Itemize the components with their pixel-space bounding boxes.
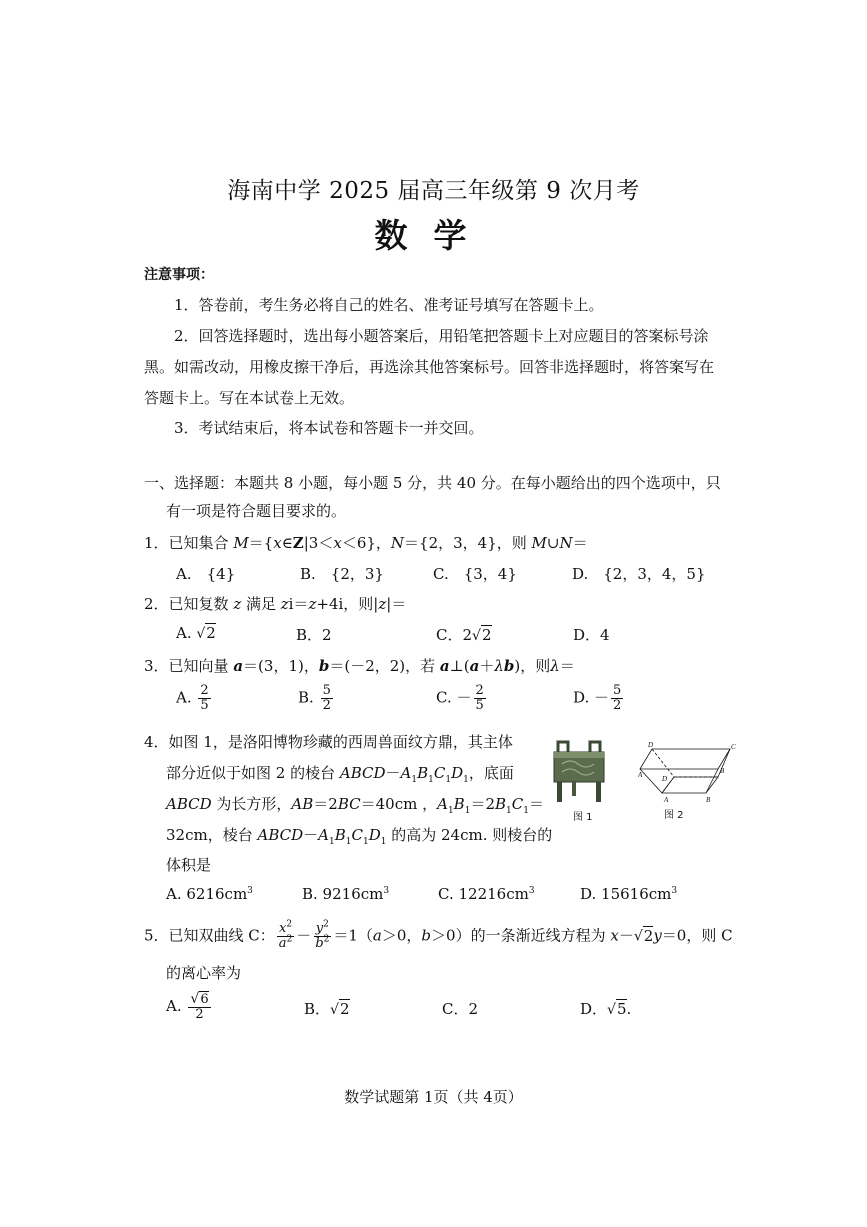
q4-option-a[interactable]: A. $6216cm^3$ <box>166 885 253 903</box>
q2-option-a[interactable]: A. √2 <box>176 624 216 642</box>
q4-option-d[interactable]: D. $15616cm^3$ <box>580 885 678 903</box>
question-4-line5: 体积是 <box>166 856 212 874</box>
q5-option-c[interactable]: C．2 <box>442 1000 479 1018</box>
q3-option-a[interactable]: A. $\frac{2}{5}$ <box>176 683 209 713</box>
q5-option-b[interactable]: B．√2 <box>304 1000 350 1018</box>
notes-heading: 注意事项： <box>144 267 214 283</box>
q3-option-c[interactable]: C. － $\frac{2}{5}$ <box>436 683 484 713</box>
q1-option-d[interactable]: D. {2，3，4，5} <box>572 565 706 583</box>
q5-option-a[interactable]: A. $\frac{√6}{2}$ <box>166 991 209 1022</box>
question-1: 1．已知集合 M＝{x∈Z|3＜x＜6}，N＝{2，3，4}，则 M∪N＝ <box>144 534 588 552</box>
q1-option-b[interactable]: B. {2，3} <box>300 565 384 583</box>
q1-option-c[interactable]: C. {3，4} <box>433 565 517 583</box>
question-2: 2．已知复数 z 满足 zi＝z+4i，则|z|＝ <box>144 595 407 613</box>
note-item-2: 2．回答选择题时，选出每小题答案后，用铅笔把答题卡上对应题目的答案标号涂 <box>174 327 709 345</box>
question-4-line3: ABCD 为长方形，AB＝2BC＝40cm ，$A_1B_1=2B_1C_1=$ <box>166 795 544 816</box>
svg-text:D: D <box>648 741 654 749</box>
q4-option-b[interactable]: B. $9216cm^3$ <box>302 885 390 903</box>
q5-option-d[interactable]: D．√5. <box>580 1000 632 1018</box>
question-5-line2: 的离心率为 <box>166 964 242 982</box>
q4-option-c[interactable]: C. $12216cm^3$ <box>438 885 535 903</box>
svg-text:D: D <box>662 775 668 783</box>
q2-option-b[interactable]: B．2 <box>296 626 332 644</box>
section-heading: 一、选择题：本题共 8 小题，每小题 5 分，共 40 分。在每小题给出的四个选项中，只 <box>144 474 721 492</box>
note-item-2-cont2: 答题卡上。写在本试卷上无效。 <box>144 389 355 407</box>
q2-option-c[interactable]: C．2√2 <box>436 626 492 644</box>
svg-text:A: A <box>638 771 643 779</box>
svg-text:B: B <box>720 767 725 775</box>
section-heading-cont: 有一项是符合题目要求的。 <box>166 502 347 520</box>
svg-text:C: C <box>731 743 736 751</box>
svg-text:A: A <box>664 796 669 803</box>
page-footer: 数学试题第 1页（共 4页） <box>344 1088 523 1106</box>
question-4: 4．如图 1，是洛阳博物珍藏的西周兽面纹方鼎，其主体 <box>144 733 513 751</box>
q3-option-b[interactable]: B. $\frac{5}{2}$ <box>298 683 331 713</box>
note-item-2-cont: 黑。如需改动，用橡皮擦干净后，再选涂其他答案标号。回答非选择题时，将答案写在 <box>144 358 715 376</box>
question-4-line2: 部分近似于如图 2 的棱台 $ABCD-A_1B_1C_1D_1$，底面 <box>166 764 514 785</box>
frustum-figure <box>638 741 738 803</box>
exam-title: 海南中学 2025 届高三年级第 9 次月考 <box>227 178 640 204</box>
note-item-3: 3．考试结束后，将本试卷和答题卡一并交回。 <box>174 419 484 437</box>
subject-title: 数学 <box>374 216 493 255</box>
question-3: 3．已知向量 a＝(3，1)，b＝(－2，2)，若 a⊥(a＋λb)，则λ＝ <box>144 657 575 675</box>
q3-option-d[interactable]: D. － $\frac{5}{2}$ <box>573 683 622 713</box>
bronze-ding-figure <box>548 738 610 806</box>
note-item-1: 1．答卷前，考生务必将自己的姓名、准考证号填写在答题卡上。 <box>174 296 604 314</box>
q1-option-a[interactable]: A. {4} <box>176 565 236 583</box>
figure-1-label: 图 1 <box>573 812 593 823</box>
svg-text:B: B <box>706 796 711 803</box>
figure-2-label: 图 2 <box>664 810 684 821</box>
q2-option-d[interactable]: D．4 <box>573 626 610 644</box>
question-5: 5．已知双曲线 C： $\frac{x^2}{a^2}$ － $\frac{y^2}{b^2}$ ＝1（a＞0，b＞0）的一条渐近线方程为 x－√2y＝0，则 C <box>144 919 733 951</box>
question-4-line4: 32cm，棱台 $ABCD-A_1B_1C_1D_1$ 的高为 24cm. 则棱台的 <box>166 826 553 847</box>
